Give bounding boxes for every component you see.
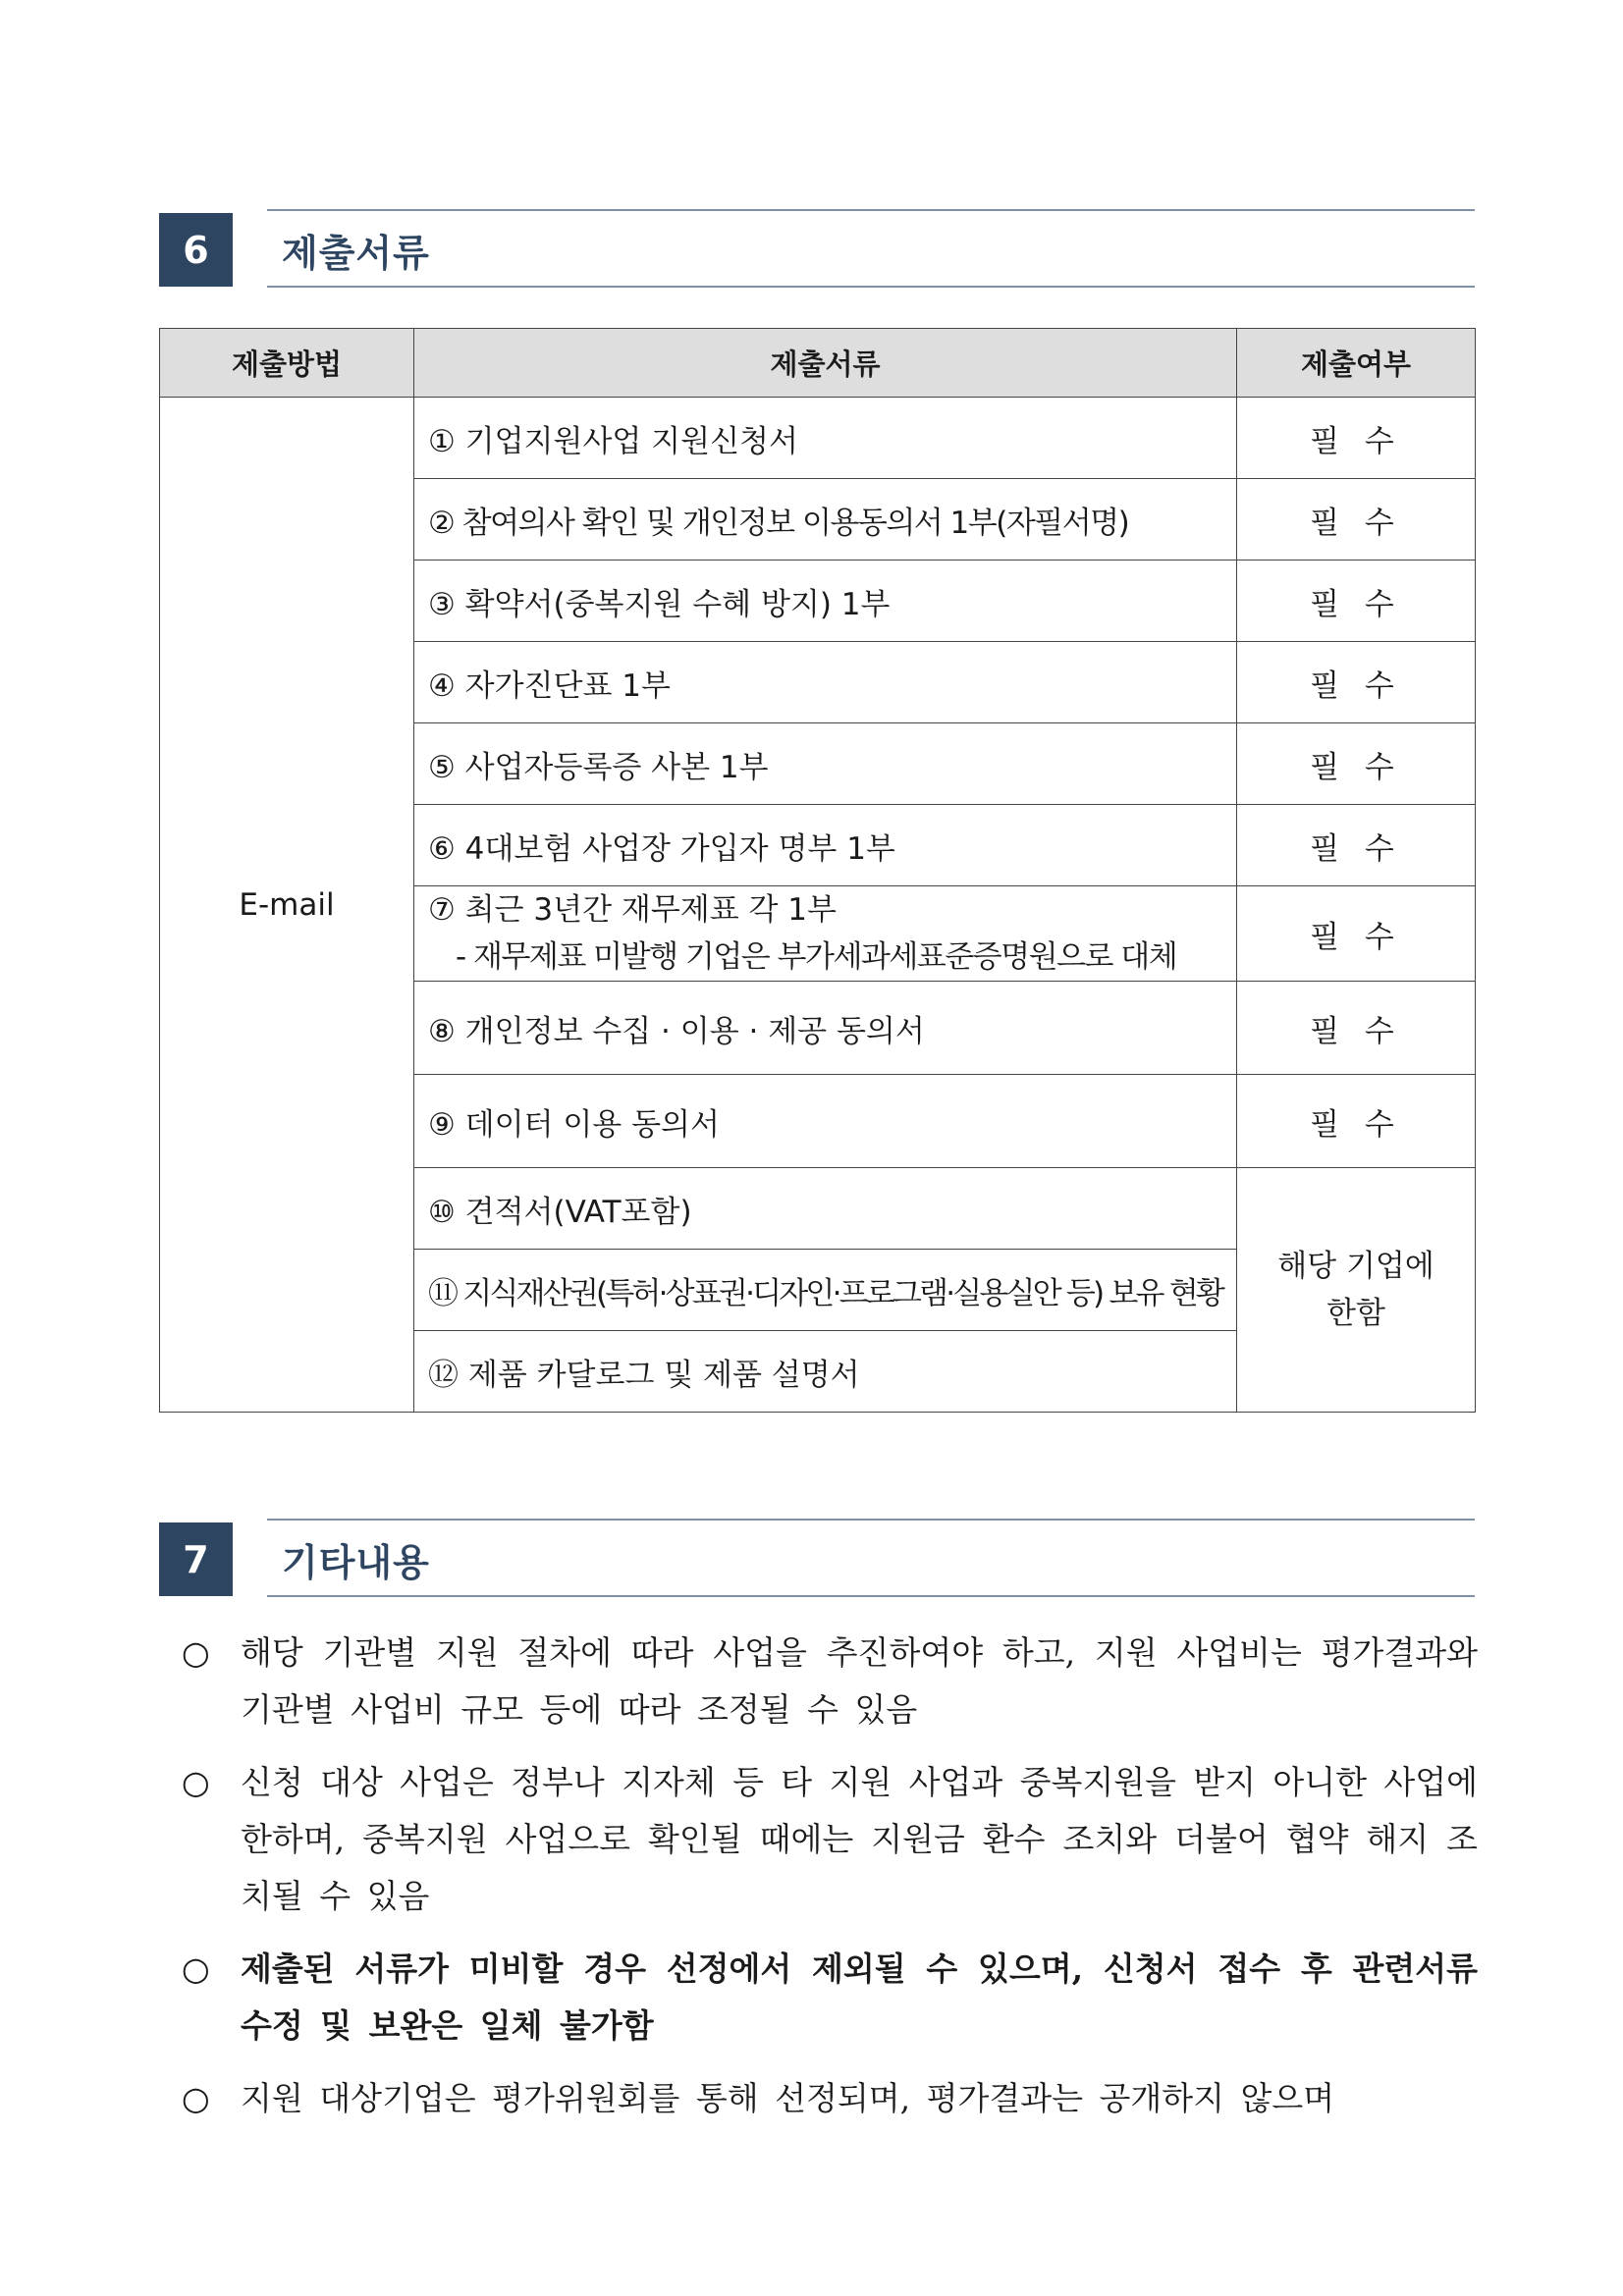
required-cell: 필 수 xyxy=(1237,982,1476,1075)
required-cell: 필 수 xyxy=(1237,886,1476,982)
table-header-row xyxy=(160,329,1476,398)
list-item xyxy=(182,1754,1478,1925)
document-cell: ⑪ 지식재산권(특허·상표권·디자인·프로그램·실용실안 등) 보유 현황 xyxy=(414,1250,1237,1331)
header-required: 제출여부 xyxy=(1237,329,1476,398)
document-cell: ⑩ 견적서(VAT포함) xyxy=(414,1168,1237,1250)
section-number: 6 xyxy=(159,213,233,287)
circle-bullet-icon: ○ xyxy=(182,1633,210,1672)
divider xyxy=(267,1595,1475,1597)
section-6-heading xyxy=(159,209,1475,288)
document-cell: ⑦ 최근 3년간 재무제표 각 1부 - 재무제표 미발행 기업은 부가세과세표준증명원으로 대체 xyxy=(414,886,1237,982)
required-cell: 필 수 xyxy=(1237,805,1476,886)
document-note: - 재무제표 미발행 기업은 부가세과세표준증명원으로 대체 xyxy=(456,939,1177,975)
required-cell: 필 수 xyxy=(1237,398,1476,479)
method-cell: E-mail xyxy=(160,398,414,1413)
list-item xyxy=(182,1941,1478,2055)
list-item-text: 지원 대상기업은 평가위원회를 통해 선정되며, 평가결과는 공개하지 않으며 xyxy=(241,2079,1335,2117)
required-cell: 필 수 xyxy=(1237,642,1476,723)
document-cell: ⑤ 사업자등록증 사본 1부 xyxy=(414,723,1237,805)
document-cell: ⑧ 개인정보 수집 · 이용 · 제공 동의서 xyxy=(414,982,1237,1075)
list-item xyxy=(182,2070,1478,2127)
section-title: 제출서류 xyxy=(282,232,430,275)
document-cell: ① 기업지원사업 지원신청서 xyxy=(414,398,1237,479)
header-method: 제출방법 xyxy=(160,329,414,398)
required-cell: 필 수 xyxy=(1237,1075,1476,1168)
section-title: 기타내용 xyxy=(282,1541,430,1584)
document-cell: ④ 자가진단표 1부 xyxy=(414,642,1237,723)
required-cell: 필 수 xyxy=(1237,723,1476,805)
list-item-text: 제출된 서류가 미비할 경우 선정에서 제외될 수 있으며, 신청서 접수 후 관련서류 수정 및 보완은 일체 불가함 xyxy=(241,1949,1478,2045)
document-cell: ⑫ 제품 카달로그 및 제품 설명서 xyxy=(414,1331,1237,1413)
circle-bullet-icon: ○ xyxy=(182,2079,210,2117)
required-cell: 필 수 xyxy=(1237,479,1476,561)
section-7-heading xyxy=(159,1519,1475,1597)
circle-bullet-icon: ○ xyxy=(182,1949,210,1988)
documents-table xyxy=(159,328,1476,1413)
divider xyxy=(267,1519,1475,1521)
document-cell: ⑥ 4대보험 사업장 가입자 명부 1부 xyxy=(414,805,1237,886)
group-note-line: 해당 기업에 xyxy=(1277,1249,1434,1284)
header-documents: 제출서류 xyxy=(414,329,1237,398)
document-cell: ⑨ 데이터 이용 동의서 xyxy=(414,1075,1237,1168)
divider xyxy=(267,209,1475,211)
divider xyxy=(267,286,1475,288)
section-number: 7 xyxy=(159,1522,233,1596)
table-row xyxy=(160,398,1476,479)
list-item-text: 신청 대상 사업은 정부나 지자체 등 타 지원 사업과 중복지원을 받지 아니한 사업에 한하며, 중복지원 사업으로 확인될 때에는 지원금 환수 조치와 더불어 협약 해지 조치될 수 있음 xyxy=(241,1763,1478,1915)
required-cell: 필 수 xyxy=(1237,561,1476,642)
list-item-text: 해당 기관별 지원 절차에 따라 사업을 추진하여야 하고, 지원 사업비는 평가결과와 기관별 사업비 규모 등에 따라 조정될 수 있음 xyxy=(241,1633,1478,1729)
document-cell: ② 참여의사 확인 및 개인정보 이용동의서 1부(자필서명) xyxy=(414,479,1237,561)
document-cell: ③ 확약서(중복지원 수혜 방지) 1부 xyxy=(414,561,1237,642)
group-note-cell xyxy=(1237,1168,1476,1413)
list-item xyxy=(182,1625,1478,1738)
circle-bullet-icon: ○ xyxy=(182,1763,210,1801)
notes-list xyxy=(182,1625,1478,2143)
group-note-line: 한함 xyxy=(1326,1296,1385,1331)
